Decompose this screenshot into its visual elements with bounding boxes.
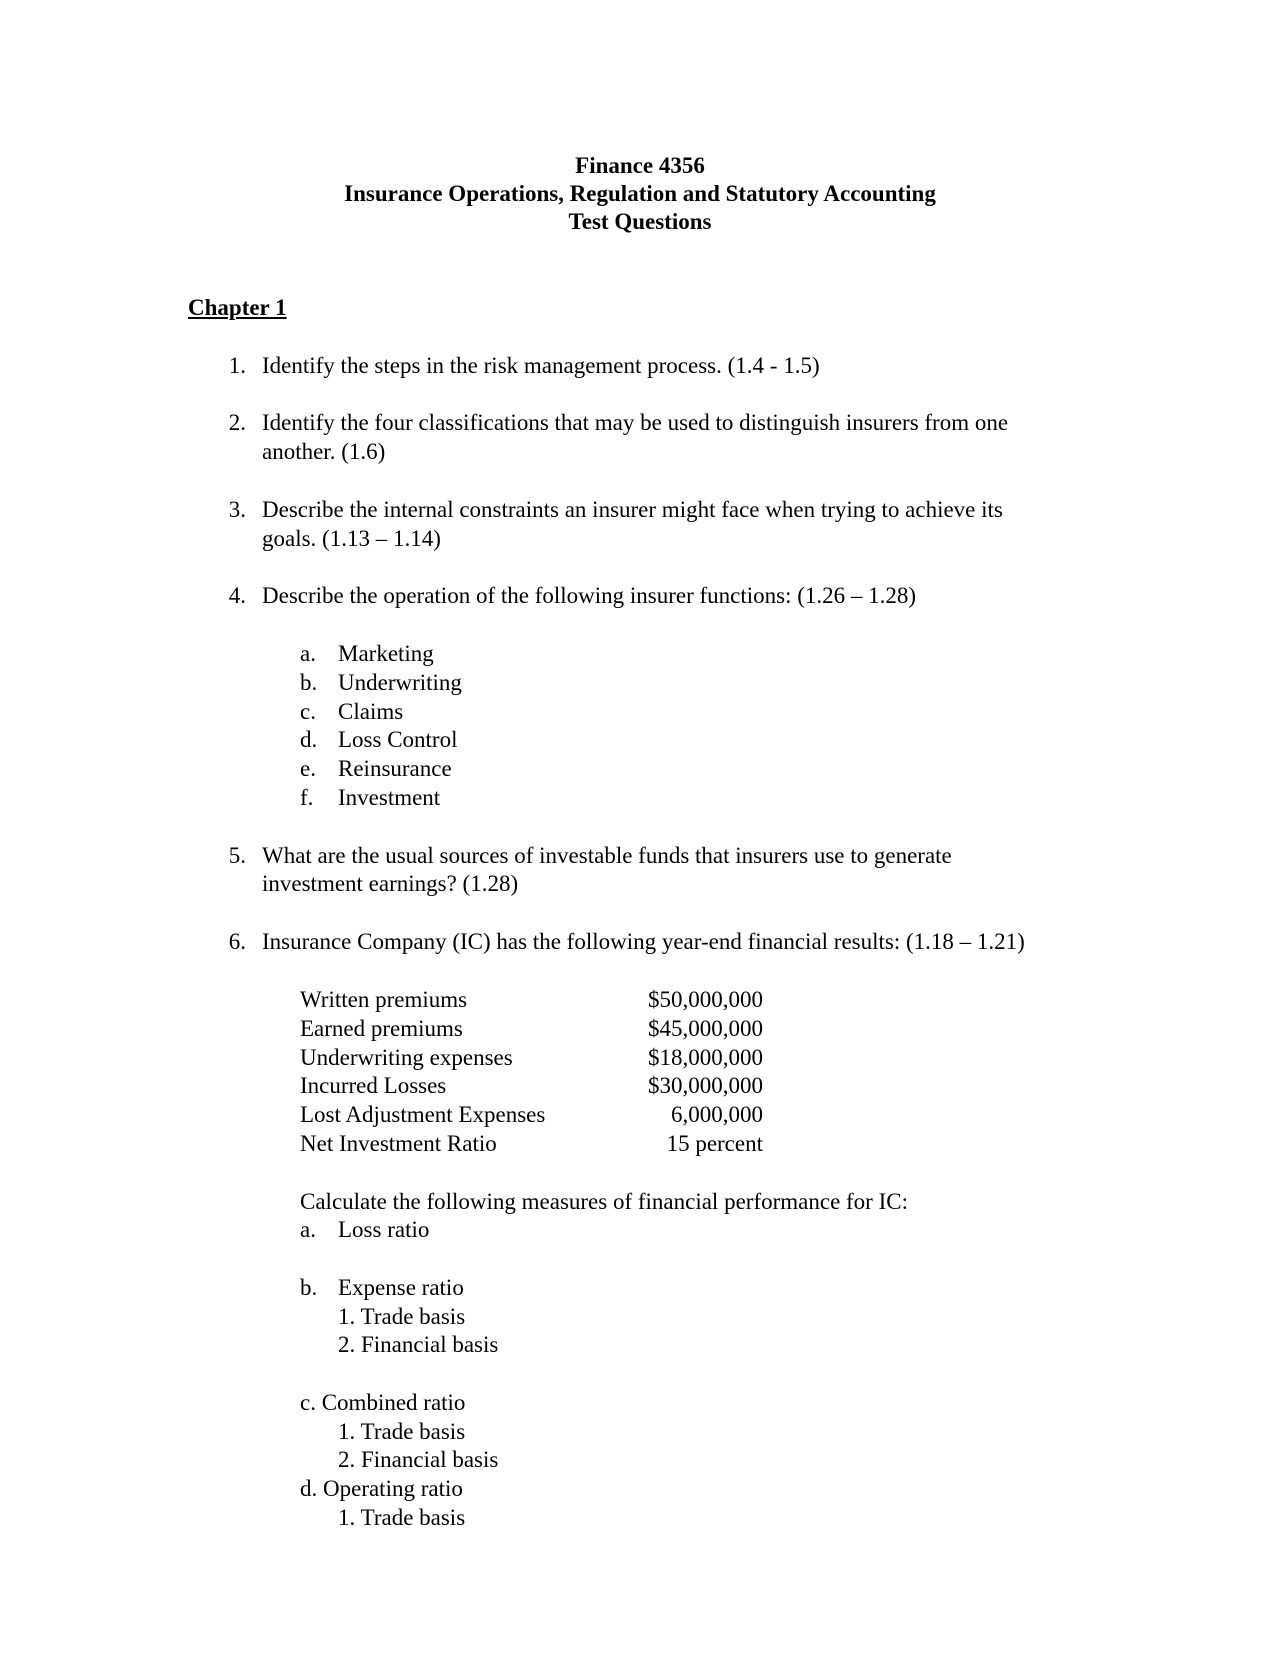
list-item-letter: f. [300, 785, 314, 810]
financial-label: Net Investment Ratio [300, 1131, 497, 1156]
question-text: Identify the four classifications that may be used to distinguish insurers from one [262, 410, 1009, 435]
question-number: 2. [228, 410, 246, 435]
measure-sub-item: 2. Financial basis [338, 1332, 499, 1357]
measure-sub-item: 1. Trade basis [338, 1419, 466, 1444]
course-title: Finance 4356 [575, 153, 705, 178]
financial-label: Incurred Losses [300, 1073, 447, 1098]
question-number: 1. [228, 353, 246, 378]
question-text-continued: investment earnings? (1.28) [262, 871, 519, 896]
list-item-letter: e. [300, 756, 316, 781]
list-item-letter: b. [300, 670, 318, 695]
question-text: Describe the internal constraints an insurer might face when trying to achieve its [262, 497, 1003, 522]
question-text-continued: another. (1.6) [262, 439, 386, 464]
course-subtitle: Insurance Operations, Regulation and Statutory Accounting [344, 181, 936, 206]
measure-letter: b. [300, 1275, 318, 1300]
list-item: Claims [338, 699, 404, 724]
financial-value: 6,000,000 [671, 1102, 763, 1127]
measure-expense-ratio: Expense ratio [338, 1275, 464, 1300]
financial-value: $18,000,000 [648, 1045, 763, 1070]
question-text: Describe the operation of the following insurer functions: (1.26 – 1.28) [262, 583, 917, 608]
measure-letter: a. [300, 1217, 316, 1242]
document-type: Test Questions [568, 209, 712, 234]
question-text: Insurance Company (IC) has the following year-end financial results: (1.18 – 1.21) [262, 929, 1025, 954]
chapter-heading: Chapter 1 [188, 295, 287, 320]
list-item: Loss Control [338, 727, 458, 752]
list-item-letter: a. [300, 641, 316, 666]
financial-value: $50,000,000 [648, 987, 763, 1012]
question-number: 5. [228, 843, 246, 868]
financial-label: Lost Adjustment Expenses [300, 1102, 546, 1127]
measure-loss-ratio: Loss ratio [338, 1217, 430, 1242]
financial-value: 15 percent [666, 1131, 763, 1156]
list-item: Marketing [338, 641, 434, 666]
financial-label: Underwriting expenses [300, 1045, 513, 1070]
measure-sub-item: 2. Financial basis [338, 1447, 499, 1472]
list-item-letter: c. [300, 699, 316, 724]
measure-sub-item: 1. Trade basis [338, 1505, 466, 1530]
question-number: 6. [228, 929, 246, 954]
list-item-letter: d. [300, 727, 318, 752]
measure-sub-item: 1. Trade basis [338, 1304, 466, 1329]
question-text-continued: goals. (1.13 – 1.14) [262, 526, 441, 551]
question-number: 4. [228, 583, 246, 608]
financial-value: $45,000,000 [648, 1016, 763, 1041]
measures-intro: Calculate the following measures of financial performance for IC: [300, 1189, 908, 1214]
question-number: 3. [228, 497, 246, 522]
list-item: Investment [338, 785, 441, 810]
list-item: Underwriting [338, 670, 462, 695]
financial-label: Earned premiums [300, 1016, 463, 1041]
financial-label: Written premiums [300, 987, 468, 1012]
question-text: Identify the steps in the risk management process. (1.4 - 1.5) [262, 353, 820, 378]
financial-value: $30,000,000 [648, 1073, 763, 1098]
measure-operating-ratio: d. Operating ratio [300, 1476, 463, 1501]
list-item: Reinsurance [338, 756, 452, 781]
measure-combined-ratio: c. Combined ratio [300, 1390, 466, 1415]
question-text: What are the usual sources of investable funds that insurers use to generate [262, 843, 952, 868]
